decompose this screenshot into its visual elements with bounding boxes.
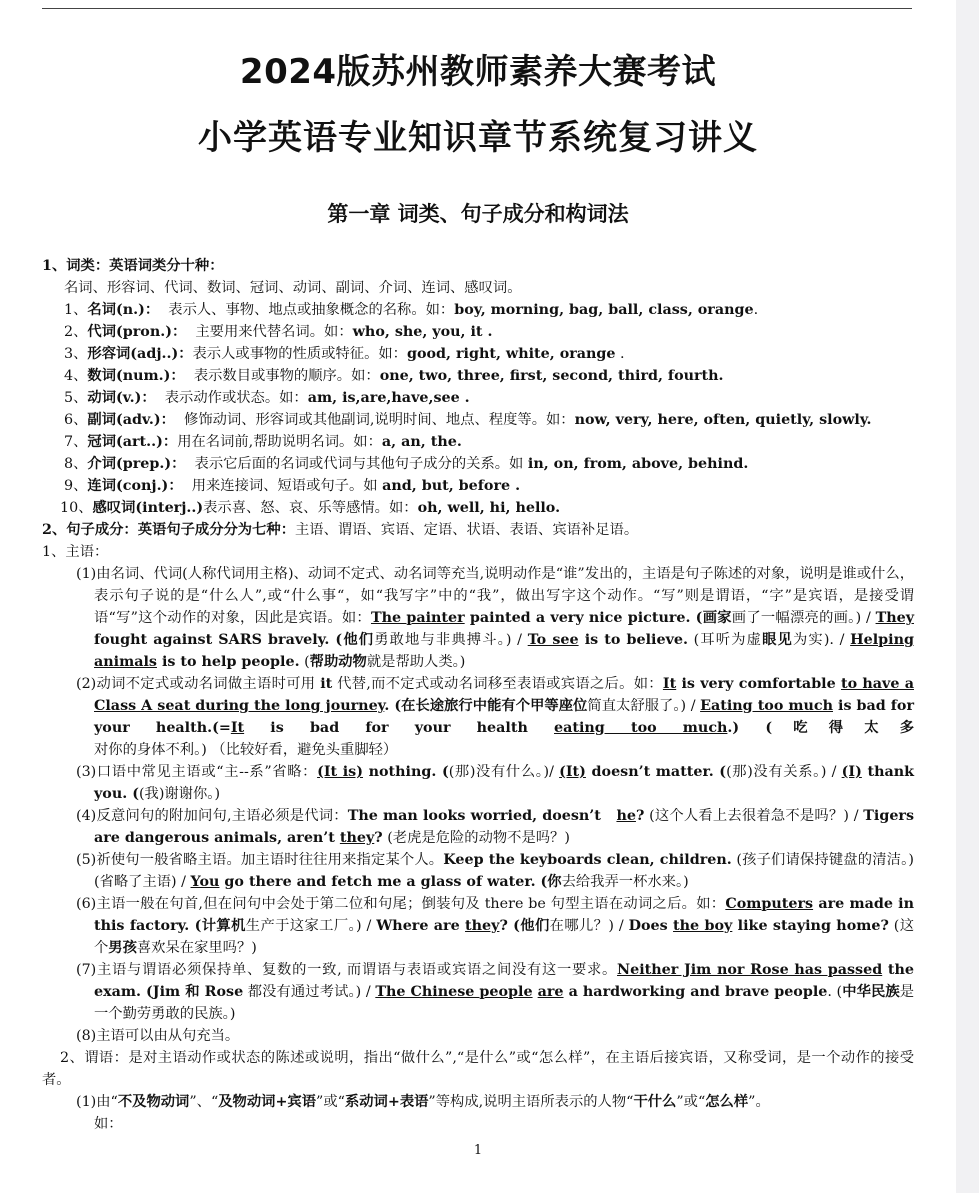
- word-class-num: 5、: [64, 390, 88, 406]
- word-class-item: [42, 431, 914, 453]
- word-class-term: 代词(pron.)：: [87, 324, 187, 340]
- predicate-example-label: 如：: [94, 1116, 123, 1132]
- word-class-num: 1、: [64, 302, 88, 318]
- predicate-definition: 2、谓语：是对主语动作或状态的陈述或说明，指出“做什么”,“是什么”或“怎么样”，在主语后接宾语，又称受词，是一个动作的接受者。: [42, 1050, 914, 1088]
- word-class-desc: 表示动作或状态。如：: [155, 390, 308, 406]
- word-class-item: [42, 497, 914, 519]
- word-class-num: 8、: [64, 456, 88, 472]
- word-class-num: 10、: [60, 500, 93, 516]
- word-class-ex: now, very, here, often, quietly, slowly.: [574, 412, 872, 428]
- word-class-term: 名词(n.)：: [87, 302, 160, 318]
- chapter-heading: 第一章 词类、句子成分和构词法: [327, 201, 629, 226]
- word-class-desc: 用在名词前,帮助说明名词。如：: [177, 434, 382, 450]
- word-class-num: 9、: [64, 478, 88, 494]
- word-class-term: 动词(v.)：: [87, 390, 156, 406]
- word-class-desc: 表示人或事物的性质或特征。如：: [192, 346, 407, 362]
- word-class-term: 连词(conj.)：: [87, 478, 183, 494]
- word-class-item: [42, 321, 914, 343]
- page-number: 1: [473, 1143, 483, 1158]
- subject-point-2: (2)动词不定式或动名词做主语时可用 it 代替,而不定式或动名词移至表语或宾语之后。如：It is very comfortable to have a Class A seat during the long journey. (在长途旅行中能有个甲等座位简直太舒服了。) / Eating too much is bad for your health.(=It is bad for your health eating too much.) (吃得太多对你的身体不利。) （比较好看，避免头重脚轻）: [76, 676, 915, 758]
- word-class-item: [42, 409, 914, 431]
- word-class-term: 数词(num.)：: [87, 368, 185, 384]
- word-class-item: [42, 475, 914, 497]
- word-class-desc: 用来连接词、短语或句子。如: [182, 478, 383, 494]
- word-class-ex: in, on, from, above, behind.: [527, 456, 749, 472]
- section2-heading: 2、句子成分：英语句子成分分为七种：主语、谓语、宾语、定语、状语、表语、宾语补足语。: [42, 522, 639, 538]
- word-class-item: [42, 387, 914, 409]
- subject-point-4: (4)反意问句的附加问句,主语必须是代词：The man looks worried, doesn’t he? (这个人看上去很着急不是吗？) / Tigers are dangerous animals, aren’t they? (老虎是危险的动物不是吗？): [76, 808, 915, 846]
- word-class-desc: 表示人、事物、地点或抽象概念的名称。如：: [159, 302, 455, 318]
- subject-point-6: (6)主语一般在句首,但在问句中会处于第二位和句尾；倒装句及 there be 句型主语在动词之后。如：Computers are made in this factory. (计算机生产于这家工厂。) / Where are they? (他们在哪儿？) / Does the boy like staying home? (这个男孩喜欢呆在家里吗？): [76, 896, 915, 956]
- word-class-end: .: [615, 346, 625, 362]
- word-class-ex: good, right, white, orange: [406, 346, 616, 362]
- word-class-term: 介词(prep.)：: [87, 456, 186, 472]
- word-class-ex: and, but, before .: [382, 478, 521, 494]
- word-class-list: [42, 299, 914, 519]
- word-class-term: 副词(adv.)：: [87, 412, 175, 428]
- word-class-num: 3、: [64, 346, 88, 362]
- subject-point-1: (1)由名词、代词(人称代词用主格)、动词不定式、动名词等充当,说明动作是“谁”发出的，主语是句子陈述的对象，说明是谁或什么，表示句子说的是“什么人”,或“什么事“，如“我写字”中的“我”，做出写字这个动作。“写”则是谓语，“字”是宾语，是接受谓语“写”这个动作的对象，因此是宾语。如：The painter painted a very nice picture. (画家画了一幅漂亮的画。) / They fought against SARS bravely. (他们勇敢地与非典搏斗。) / To see is to believe. (耳听为虚眼见为实). / Helping animals is to help people. (帮助动物就是帮助人类。): [76, 566, 914, 670]
- word-class-ex: one, two, three, first, second, third, fourth.: [379, 368, 724, 384]
- word-class-num: 6、: [64, 412, 88, 428]
- word-class-ex: a, an, the.: [381, 434, 462, 450]
- subject-point-5: (5)祈使句一般省略主语。加主语时往往用来指定某个人。Keep the keyboards clean, children. (孩子们请保持键盘的清洁。) (省略了主语) / You go there and fetch me a glass of water. (你去给我弄一杯水来。): [76, 852, 914, 890]
- subject-point-3: (3)口语中常见主语或“主--系”省略：(It is) nothing. ((那)没有什么。)/ (It) doesn’t matter. ((那)没有关系。) / (I) thank you. ((我)谢谢你。): [76, 764, 915, 802]
- document-title: 2024版苏州教师素养大赛考试: [239, 52, 717, 92]
- word-class-term: 感叹词(interj..): [92, 500, 204, 516]
- header-rule: [42, 8, 912, 9]
- word-class-item: [42, 343, 914, 365]
- subject-point-7: (7)主语与谓语必须保持单、复数的一致, 而谓语与表语或宾语之间没有这一要求。Neither Jim nor Rose has passed the exam. (Jim 和 Rose 都没有通过考试。) / The Chinese people are a hardworking and brave people. (中华民族是一个勤劳勇敢的民族。): [76, 962, 915, 1022]
- word-class-desc: 表示数目或事物的顺序。如：: [184, 368, 380, 384]
- document-subtitle: 小学英语专业知识章节系统复习讲义: [198, 118, 758, 158]
- word-class-end: .: [753, 302, 759, 318]
- word-class-num: 2、: [64, 324, 88, 340]
- document-body: [42, 255, 914, 1135]
- word-class-item: [42, 299, 914, 321]
- subject-heading: 1、主语：: [42, 544, 109, 560]
- word-class-item: [42, 365, 914, 387]
- scrollbar-track[interactable]: [956, 0, 979, 1193]
- section1-list: 名词、形容词、代词、数词、冠词、动词、副词、介词、连词、感叹词。: [64, 280, 522, 296]
- word-class-ex: who, she, you, it .: [352, 324, 493, 340]
- word-class-desc: 主要用来代替名词。如：: [186, 324, 353, 340]
- word-class-ex: am, is,are,have,see .: [307, 390, 470, 406]
- word-class-desc: 表示它后面的名词或代词与其他句子成分的关系。如: [185, 456, 528, 472]
- word-class-term: 形容词(adj..)：: [87, 346, 193, 362]
- subject-point-8: (8)主语可以由从句充当。: [76, 1028, 240, 1044]
- word-class-num: 7、: [64, 434, 88, 450]
- word-class-num: 4、: [64, 368, 88, 384]
- section1-heading: 1、词类：英语词类分十种：: [42, 258, 224, 274]
- word-class-desc: 表示喜、怒、哀、乐等感情。如：: [203, 500, 418, 516]
- word-class-ex: oh, well, hi, hello.: [417, 500, 561, 516]
- word-class-item: [42, 453, 914, 475]
- word-class-desc: 修饰动词、形容词或其他副词,说明时间、地点、程度等。如：: [174, 412, 575, 428]
- word-class-term: 冠词(art..)：: [87, 434, 178, 450]
- word-class-ex: boy, morning, bag, ball, class, orange: [454, 302, 754, 318]
- predicate-point-1: (1)由“不及物动词”、“及物动词+宾语”或“系动词+表语”等构成,说明主语所表示的人物“干什么”或“怎么样”。: [76, 1094, 770, 1110]
